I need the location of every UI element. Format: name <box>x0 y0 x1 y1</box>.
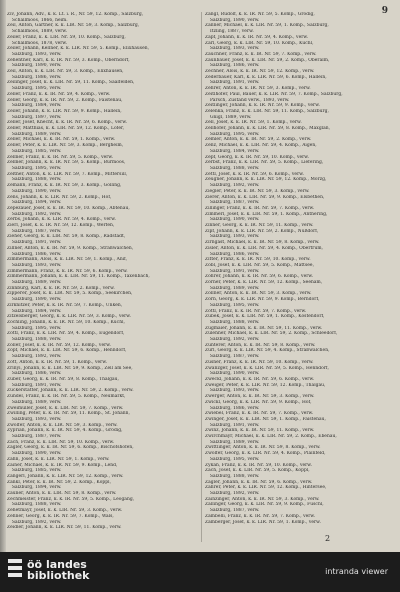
entry-line: Zeltner, Anton, k. k. LIR. Nr. 59, 7. Komp., Mittersill, <box>7 171 128 177</box>
entry-line: Salzburg, 1886, verw. <box>12 251 62 257</box>
entry-line: Zeidler, Johann, k. k. LIR. Nr. 59, 11. Komp., verw. <box>7 525 122 531</box>
entry-line: Zimmermann, Johann, k. k. LIR. Nr. 59, 11. Komp., Taxenbach, <box>7 274 150 280</box>
entry-line: Zimmerl, Josef, k. k. LIR. Nr. 59, 1. Komp., Anthering, <box>205 211 328 217</box>
entry-line: Zederbauer, Karl, k. k. LIR. Nr. 59, 6. Komp., Hallein, <box>205 74 327 80</box>
entry-line: Zanner, Michael, k. k. LIR. Nr. 59, 1. Komp., Salzburg, <box>205 23 329 29</box>
entry-line: Salzburg, 1895, verw. <box>210 456 260 462</box>
entry-line: Salzburg, 1890, verw. <box>12 297 62 303</box>
entry-line: Zuber, Georg, k. k. IR. Nr. 59, 8. Komp., Thalgau, <box>7 377 119 382</box>
entry-line: Zyprian, Johann, k. k. IR. Nr. 59, 4. Komp., Grödig, <box>7 428 123 434</box>
entry-line: Zirngast, Michael, k. k. IR. Nr. 59, 8. Komp., verw. <box>205 240 320 246</box>
entry-line: Salzburg, 1891, verw. <box>12 240 62 246</box>
entry-line: Salzburg, 1885, verw. <box>12 468 62 474</box>
entry-line: Parsch, Zustand verw., 1893, verw. <box>210 97 290 103</box>
footer-mark: 2 <box>325 534 331 543</box>
entry-line: Salzburg, 1886, verw. <box>210 251 260 257</box>
entry-line: Salzburg, 1892, verw. <box>210 183 260 189</box>
entry-line: Salzburg, 1895, verw. <box>12 165 62 171</box>
entry-line: Zuckerstätter, Johann, k. k. LIR. Nr. 59, 2. Komp., verw. <box>7 388 134 394</box>
entry-line: Zollner, Anton, k. k. IR. Nr. 59, 3. Komp., verw. <box>205 291 312 297</box>
entry-line: Zamberger, Josef, k. k. LIR. Nr. 59, 1. Komp., verw. <box>205 519 321 525</box>
entry-line: Zwerger, Anton, k. k. IR. Nr. 59, 3. Komp., verw. <box>205 394 315 400</box>
entry-line: Zankl, Peter, k. k. IR. Nr. 59, 2. Komp., Koppl, <box>7 479 112 485</box>
entry-line: Salzburg, 1890, verw. <box>210 217 260 223</box>
entry-line: Zeilinger, Josef, k. k. LIR. Nr. 59, 11. Komp., Saalfelden, <box>7 80 135 86</box>
entry-line: Zangerl, Johann, k. k. LIR. Nr. 59, 12. Komp., verw. <box>7 473 124 479</box>
entry-line: Zeiler, Franz, k. k. LIR. Nr. 59, 10. Komp., Salzburg, <box>7 34 126 40</box>
entry-line: Zaunbauer, Josef, k. k. LIR. Nr. 59, 2. Komp., Oberalm, <box>205 57 330 63</box>
entry-line: Salzburg, 1887, verw. <box>12 228 62 234</box>
entry-line: Salzburg, 1890, verw. <box>12 451 62 457</box>
entry-line: Salzburg, 1889, verw. <box>12 280 62 286</box>
entry-line: Zens, Johann, k. k. LIR. Nr. 59, 2. Komp., Hof, <box>7 194 112 200</box>
entry-line: Salzburg, 1895, verw. <box>12 325 62 331</box>
entry-line: Salzburg, 1893, verw. <box>12 416 62 422</box>
entry-line: Salzburg, 1893, verw. <box>12 262 62 268</box>
entry-line: Salzburg, 1897, verw. <box>12 114 62 120</box>
entry-line: Zugmaier, Johann, k. k. IR. Nr. 59, 11. Komp., verw. <box>205 325 323 331</box>
entry-line: Zöhrer, Johann, k. k. IR. Nr. 59, 6. Komp., verw. <box>205 274 314 280</box>
entry-line: Zurl, Georg, k. k. LIR. Nr. 59, 4. Komp., Straßwalchen, <box>205 348 330 354</box>
entry-line: Zellner, Johann, k. k. IR. Nr. 59, 5. Komp., Bürmoos, <box>7 160 126 166</box>
entry-line: Zöchling, Johann, k. k. IR. Nr. 59, 10. Komp., Kuchl, <box>7 319 125 325</box>
entry-line: Salzburg, 1894, verw. <box>12 485 62 491</box>
entry-line: Zimmermann, Alois, k. k. LIR. Nr. 59, 1. Komp., Anif, <box>7 257 128 263</box>
entry-line: Zemann, Franz, k. k. IR. Nr. 59, 3. Komp., Golling, <box>7 183 122 189</box>
entry-line: Salzburg, 1891, verw. <box>210 422 260 428</box>
entry-line: Salzburg, 1888, verw. <box>210 319 260 325</box>
entry-line: Salzburg, 1890, verw. <box>12 63 62 69</box>
entry-line: Zottl, Franz, k. k. IR. Nr. 59, 7. Komp., verw. <box>205 308 307 314</box>
entry-line: Ziv, Johann, Adv., k. k. Lt. i. R., Nr. 59, 12. Komp., Salzburg, <box>7 12 144 17</box>
entry-line: Ziegler, Peter, k. k. IR. Nr. 59, 3. Komp., verw. <box>205 188 310 194</box>
page-number: 9 <box>381 6 388 16</box>
entry-line: Zirknitzer, Peter, k. k. IR. Nr. 59, 7. Komp., Unken, <box>7 302 123 308</box>
entry-line: Zeller, Peter, k. k. LIR. Nr. 59, 3. Komp., Bergheim, <box>7 143 124 149</box>
entry-line: Gnigl, 1889, verw. <box>210 114 252 120</box>
entry-line: Salzburg, 1890, verw. <box>210 371 260 377</box>
entry-line: Salzburg, 1890, verw. <box>210 17 260 23</box>
entry-line: Zell, Josef, k. k. IR. Nr. 59, 1. Komp., verw. <box>205 120 302 126</box>
entry-line: Zweckl, Johann, k. k. IR. Nr. 59, 6. Komp., verw. <box>205 377 315 382</box>
entry-line: Salzburg, 1893, verw. <box>12 51 62 57</box>
entry-line: Salzburg, 1888, verw. <box>12 177 62 183</box>
entry-line: Zwanzger, Josef, k. k. LIR. Nr. 59, 5. Komp., Henndorf, <box>205 365 329 371</box>
entry-line: Zwittlinger, Anton, k. k. IR. Nr. 59, 8. Komp., verw. <box>205 445 321 451</box>
library-logo-icon <box>8 557 22 583</box>
entry-line: Zerbs, Johann, k. k. LIR. Nr. 59, 4. Komp., verw. <box>7 217 116 223</box>
entry-line: Zapf, Johann, k. k. IR. Nr. 59, 4. Komp., verw. <box>205 34 309 40</box>
entry-line: Zorn, Georg, k. k. LIR. Nr. 59, 9. Komp., Berndorf, <box>205 297 320 303</box>
left-column <box>7 12 199 531</box>
entry-line: Zepezauer, Josef, k. k. IR. Nr. 59, 10. Komp., Abtenau, <box>7 205 130 211</box>
entry-line: Zillner, Anton, k. k. IR. Nr. 59, 9. Komp., Straßwalchen, <box>7 245 134 251</box>
entry-line: Salzburg, 1891, verw. <box>210 80 260 86</box>
entry-line: Zehner, Georg, k. k. IR. Nr. 59, 7. Komp., Wals, <box>7 513 114 519</box>
entry-line: Zott, Anton, k. k. IR. Nr. 59, 1. Komp., verw. <box>7 359 108 365</box>
entry-line: Zeller, Franz, k. k. IR. Nr. 59, 4. Komp., verw. <box>7 91 111 97</box>
entry-line: Zeitlhofer, Paul, Bauer, k. k. LIR. Nr. 59, 7. Komp., Salzburg, <box>205 91 343 97</box>
logo-line-1: öö landes <box>27 558 87 571</box>
entry-line: Zeil, Anton, Gärtner, k. k. LIR. Nr. 59, 3. Komp., Salzburg, <box>7 23 140 29</box>
entry-line: Zusner, Franz, k. k. IR. Nr. 59, 10. Komp., verw. <box>205 359 314 365</box>
entry-line: Zepf, Georg, k. k. IR. Nr. 59, 10. Komp., verw. <box>205 154 310 160</box>
entry-line: Zeiler, Johann, Kellner, k. k. LIR. Nr. 59, 5. Komp., Elixhausen, <box>7 46 150 52</box>
entry-line: Schallmoos, 1878, verw. <box>12 40 68 46</box>
entry-line: Zörner, Peter, k. k. LIR. Nr. 59, 12. Komp., Seeham, <box>205 280 323 286</box>
entry-line: Salzburg, 1884, verw. <box>210 148 260 154</box>
entry-line: Zallinger, Georg, k. k. LIR. Nr. 59, 9. Komp., Fuschl, <box>205 502 324 508</box>
entry-line: Zeitlinger, Johann, k. k. IR. Nr. 59, 9. Komp., verw. <box>205 103 320 109</box>
entry-line: Zahrer, Peter, k. k. LIR. Nr. 59, 12. Komp., Hintersee, <box>205 485 327 491</box>
entry-line: Zöbl, Josef, k. k. LIR. Nr. 59, 5. Komp., Mattsee, <box>205 262 315 268</box>
entry-line: Zopf, Michael, k. k. LIR. Nr. 59, 6. Komp., Henndorf, <box>7 348 127 354</box>
entry-line: Salzburg, 1893, verw. <box>210 46 260 52</box>
entry-line: Zauchner, Franz, k. k. IR. Nr. 59, 7. Komp., verw. <box>205 51 317 57</box>
entry-line: Zipf, Johann, k. k. LIR. Nr. 59, 2. Komp., Nußdorf, <box>205 228 319 234</box>
entry-line: Zettl, Josef, k. k. IR. Nr. 59, 6. Komp., verw. <box>205 171 304 177</box>
entry-line: Zimmermann, Franz, k. k. IR. Nr. 59, 6. Komp., verw. <box>7 268 128 274</box>
entry-line: Salzburg, 1889, verw. <box>12 399 62 405</box>
entry-line: Zach, Franz, k. k. LIR. Nr. 59, 10. Komp., verw. <box>7 439 115 445</box>
entry-line: Zehetmayr, Josef, k. k. LIR. Nr. 59, 3. Komp., verw. <box>7 508 123 514</box>
entry-line: Zeil, Anton, k. k. LIR. Nr. 59, 3. Komp., Elixhausen, <box>7 69 124 75</box>
entry-line: Salzburg, 1888, verw. <box>210 165 260 171</box>
entry-line: Zeugner, Johann, k. k. LIR. Nr. 59, 12. Komp., Morzg, <box>205 177 327 183</box>
entry-line: Salzburg, 1895, verw. <box>210 131 260 137</box>
entry-line: Salzburg, 1892, verw. <box>210 337 260 343</box>
entry-line: Zulehner, Michael, k. k. LIR. Nr. 59, 2. Komp., Schleedorf, <box>205 331 338 337</box>
library-logo-text <box>27 559 89 581</box>
entry-line: Zemler, Anton, k. k. IR. Nr. 59, 2. Komp., verw. <box>205 137 312 143</box>
entry-line: Salzburg, 1895, verw. <box>12 86 62 92</box>
entry-line: Zellner, Franz, k. k. IR. Nr. 59, 5. Komp., verw. <box>7 154 114 160</box>
entry-line: Zeiler, Johann, k. k. LIR. Nr. 59, 9. Komp., Hallein, <box>7 108 122 114</box>
entry-line: Zykan, Franz, k. k. IR. Nr. 59, 10. Komp., verw. <box>205 462 313 468</box>
entry-line: Salzburg, 1887, verw. <box>210 508 260 514</box>
entry-line: Zechner, Alois, k. k. IR. Nr. 59, 12. Komp., verw. <box>205 69 315 75</box>
page-gutter <box>0 0 6 552</box>
entry-line: Salzburg, 1891, verw. <box>12 382 62 388</box>
entry-line: Salzburg, 1887, verw. <box>210 354 260 360</box>
entry-line: Zangl, Rudolf, k. k. IR. Nr. 59, 5. Komp., Grödig, <box>205 12 315 17</box>
entry-line: Zeller, Josef, Knecht, k. k. IR. Nr. 59, 6. Komp., verw. <box>7 120 128 126</box>
entry-line: Zerbst, Franz, k. k. LIR. Nr. 59, 5. Komp., Liefering, <box>205 160 324 166</box>
entry-line: Zach, Josef, k. k. LIR. Nr. 59, 5. Komp., Koppl, <box>205 468 310 474</box>
entry-line: Zubek, Josef, k. k. LIR. Nr. 59, 1. Komp., Köstendorf, <box>205 314 325 320</box>
entry-line: Zwinger, Josef, k. k. LIR. Nr. 59, 1. Komp., Faistenau, <box>205 416 327 422</box>
entry-line: Zisler, Anton, k. k. LIR. Nr. 59, 4. Komp., Obertrum, <box>205 245 323 251</box>
entry-line: Salzburg, 1889, verw. <box>210 439 260 445</box>
entry-line: Zambelli, Franz, k. k. IR. Nr. 59, 7. Komp., verw. <box>205 513 316 519</box>
entry-line: Zenz, Michael, k. k. LIR. Nr. 59, 4. Komp., Aigen, <box>205 143 317 149</box>
entry-line: Zinner, Georg, k. k. IR. Nr. 59, 11. Komp., verw. <box>205 223 314 229</box>
entry-line: Salzburg, 1889, verw. <box>12 131 62 137</box>
entry-line: Zitzelsberger, Georg, k. k. LIR. Nr. 59, 3. Komp., verw. <box>7 314 131 320</box>
entry-line: Salzburg, 1889, verw. <box>210 285 260 291</box>
entry-line: Zrinyi, Johann, k. k. LIR. Nr. 59, 9. Komp., Zell am See, <box>7 365 133 371</box>
entry-line: Zitter, Franz, k. k. IR. Nr. 59, 10. Komp., verw. <box>205 257 311 263</box>
entry-line: Salzburg, 1894, verw. <box>12 200 62 206</box>
entry-line: Zweimüller, Josef, k. k. LIR. Nr. 59, 7. Komp., verw. <box>7 405 124 411</box>
library-logo[interactable] <box>8 557 89 583</box>
entry-line: Salzburg, 1888, verw. <box>210 473 260 479</box>
entry-line: Zehrer, Anton, k. k. IR. Nr. 59, 3. Komp., verw. <box>205 86 311 92</box>
entry-line: Schallmoos, 1866, heim. <box>12 17 68 23</box>
entry-line: Zwickl, Georg, k. k. LIR. Nr. 59, 9. Komp., Hof, <box>205 399 312 405</box>
entry-line: Zainer, Michael, k. k. IR. Nr. 59, 9. Komp., Lend, <box>7 462 118 468</box>
entry-line: Zweiger, Peter, k. k. LIR. Nr. 59, 12. Komp., Thalgau, <box>205 382 326 388</box>
entry-line: Itzling, 1887, verw. <box>210 29 254 35</box>
entry-line: Zarl, Georg, k. k. LIR. Nr. 59, 10. Komp., Kuchl, <box>205 40 314 46</box>
entry-line: Salzburg, 1892, verw. <box>210 491 260 497</box>
entry-line: Salzburg, 1884, verw. <box>12 103 62 109</box>
entry-line: Salzburg, 1887, verw. <box>210 200 260 206</box>
entry-line: Zieher, Georg, k. k. LIR. Nr. 59, 8. Komp., Radstadt, <box>7 234 126 240</box>
viewer-label[interactable]: intranda viewer <box>325 567 388 576</box>
entry-line: Zeller, Matthias, k. k. LIR. Nr. 59, 12. Komp., Lofer, <box>7 126 125 132</box>
entry-line: Zeller, Michael, k. k. IR. Nr. 59, 1. Komp., verw. <box>7 137 116 143</box>
entry-line: Zwinz, Johann, k. k. IR. Nr. 59, 11. Komp., verw. <box>205 428 315 434</box>
entry-line: Zierer, Anton, k. k. LIR. Nr. 59, 9. Komp., Elsbethen, <box>205 194 325 200</box>
entry-line: Zoller, Josef, k. k. IR. Nr. 59, 12. Komp., verw. <box>7 342 111 348</box>
entry-line: Zwiebel, Franz, k. k. IR. Nr. 59, 7. Komp., verw. <box>205 411 314 417</box>
logo-line-2: bibliothek <box>27 569 90 582</box>
entry-line: Salzburg, 1886, verw. <box>12 371 62 377</box>
entry-line: Salzburg, 1886, verw. <box>210 63 260 69</box>
entry-line: Zwirchmayr, Michael, k. k. LIR. Nr. 59, 2. Komp., Ebenau, <box>205 434 337 440</box>
entry-line: Zwölfer, Anton, k. k. LIR. Nr. 59, 3. Komp., verw. <box>7 422 118 428</box>
entry-line: Salzburg, 1891, verw. <box>210 268 260 274</box>
entry-line: Zillinger, Franz, k. k. IR. Nr. 59, 7. Komp., verw. <box>205 205 315 211</box>
entry-line: Salzburg, 1884, verw. <box>12 308 62 314</box>
entry-line: Zahn, Josef, k. k. LIR. Nr. 59, 1. Komp., verw. <box>7 456 110 462</box>
entry-line: Salzburg, 1887, verw. <box>12 434 62 440</box>
entry-line: Zunterer, Anton, k. k. IR. Nr. 59, 8. Komp., verw. <box>205 342 316 348</box>
entry-line: Salzburg, 1895, verw. <box>210 302 260 308</box>
entry-line: Zainzinger, Anton, k. k. IR. Nr. 59, 3. Komp., verw. <box>205 496 320 502</box>
entry-line: Salzburg, 1892, verw. <box>12 519 62 525</box>
entry-line: Zauner, Anton, k. k. LIR. Nr. 59, 8. Komp., verw. <box>7 491 117 497</box>
entry-line: Salzburg, 1888, verw. <box>12 502 62 508</box>
entry-line: Zagler, Johann, k. k. IR. Nr. 59, 6. Komp., verw. <box>205 479 313 485</box>
entry-line: Zagler, Georg, k. k. IR. Nr. 59, 6. Komp., Bischofshofen, <box>7 445 134 451</box>
entry-line: Zeller, Georg, k. k. IR. Nr. 59, 2. Komp., Faistenau, <box>7 97 123 103</box>
entry-line: Salzburg, 1886, verw. <box>12 74 62 80</box>
entry-line: Zechmeister, Franz, k. k. IR. Nr. 59, 5. Komp., Leogang, <box>7 496 135 502</box>
entry-line: Salzburg, 1885, verw. <box>12 148 62 154</box>
entry-line: Salzburg, 1893, verw. <box>210 234 260 240</box>
entry-line: Salzburg, 1892, verw. <box>12 354 62 360</box>
entry-line: Zwilling, Peter, k. k. IR. Nr. 59, 11. Komp., St. Johann, <box>7 411 130 417</box>
entry-line: Zelenka, Franz, k. k. LIR. Nr. 59, 11. Komp., Salzburg, <box>205 108 329 114</box>
right-column <box>205 12 397 525</box>
entry-line: Zwölfer, Georg, k. k. LIR. Nr. 59, 4. Komp., Plainfeld, <box>205 451 326 457</box>
entry-line: Zierl, Josef, k. k. IR. Nr. 59, 12. Komp., Werfen, <box>7 223 115 229</box>
entry-line: Salzburg, 1886, verw. <box>210 405 260 411</box>
entry-line: Salzburg, 1888, verw. <box>12 337 62 343</box>
entry-line: Salzburg, 1893, verw. <box>210 388 260 394</box>
entry-line: Salzburg, 1892, verw. <box>12 211 62 217</box>
entry-line: Zehentner, Karl, k. k. IR. Nr. 59, 3. Komp., Oberndorf, <box>7 57 130 63</box>
entry-line: Zündel, Franz, k. k. IR. Nr. 59, 5. Komp., Neumarkt, <box>7 394 126 400</box>
entry-line: Zöttl, Franz, k. k. LIR. Nr. 59, 4. Komp., Eugendorf, <box>7 331 125 337</box>
entry-line: Zellhofer, Johann, k. k. LIR. Nr. 59, 8. Komp., Maxglan, <box>205 126 331 132</box>
entry-line: Zipperer, Josef, k. k. LIR. Nr. 59, 5. Komp., Seekirchen, <box>7 291 133 297</box>
entry-line: Salzburg, 1890, verw. <box>12 188 62 194</box>
column-divider <box>201 12 202 542</box>
entry-line: Schallmoos, 1889, verw. <box>12 29 68 35</box>
entry-line: Zinnburg, Karl, k. k. IR. Nr. 59, 2. Komp., verw. <box>7 285 115 291</box>
